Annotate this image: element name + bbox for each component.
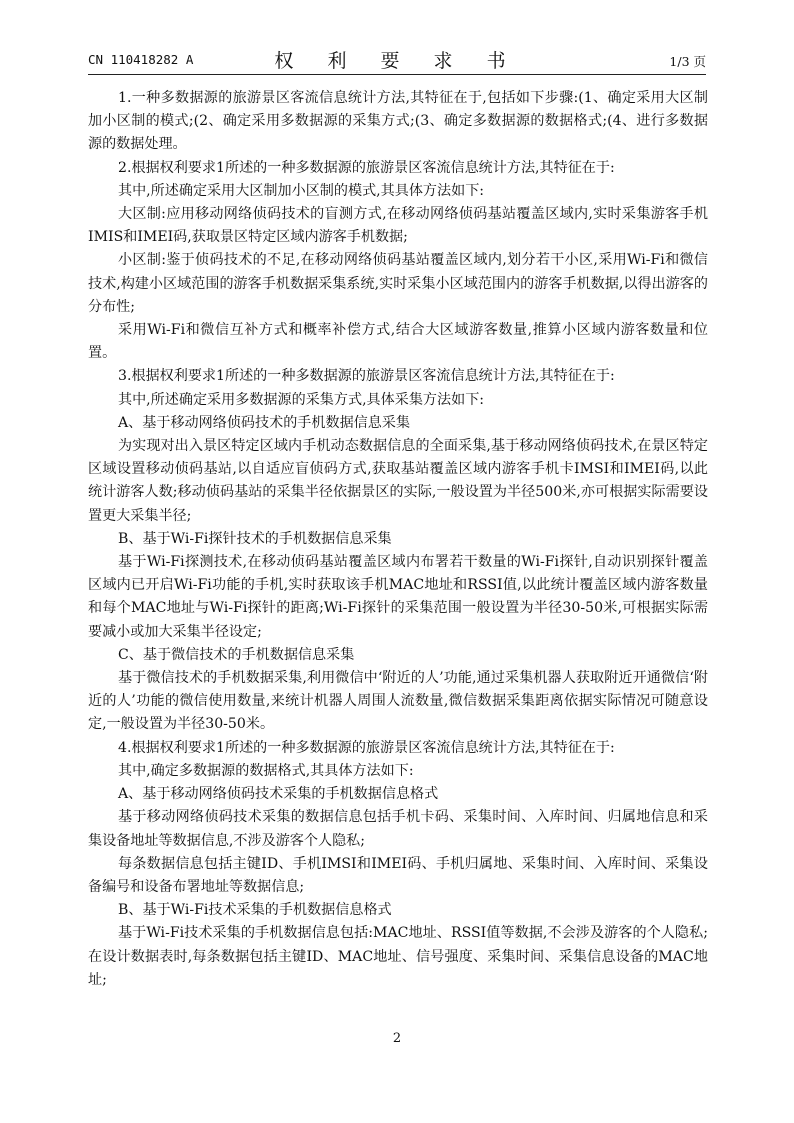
claim-paragraph: A、基于移动网络侦码技术的手机数据信息采集 — [118, 414, 411, 431]
claim-paragraph: 基于Wi-Fi探测技术,在移动侦码基站覆盖区域内布署若干数量的Wi-Fi探针,自动识别探针覆盖区域内已开启Wi-Fi功能的手机,实时获取该手机MAC地址和RSSI值,以此统计覆盖区域内游客数量和每个MAC地址与Wi-Fi探针的距离;Wi-Fi探针的采集范围一般设置为半径30-50米,可根据实际需要减小或加大采集半径设定; — [88, 554, 708, 640]
claim-paragraph: 采用Wi-Fi和微信互补方式和概率补偿方式,结合大区域游客数量,推算小区域内游客数量和位置。 — [88, 322, 708, 362]
claim-paragraph: 每条数据信息包括主键ID、手机IMSI和IMEI码、手机归属地、采集时间、入库时间、采集设备编号和设备布署地址等数据信息; — [88, 855, 708, 895]
document-number: CN 110418282 A — [88, 52, 194, 67]
claim-paragraph: 小区制:鉴于侦码技术的不足,在移动网络侦码基站覆盖区域内,划分若干小区,采用Wi-Fi和微信技术,构建小区域范围的游客手机数据采集系统,实时采集小区域范围内的游客手机数据,以得出游客的分布性; — [88, 252, 708, 315]
claim-paragraph: 其中,所述确定采用多数据源的采集方式,具体采集方法如下: — [118, 391, 485, 408]
page-header — [88, 46, 706, 70]
claim-paragraph: B、基于Wi-Fi技术采集的手机数据信息格式 — [118, 902, 392, 919]
document-title: 权 利 要 求 书 — [274, 50, 520, 72]
claim-paragraph: 基于Wi-Fi技术采集的手机数据信息包括:MAC地址、RSSI值等数据,不会涉及游客的个人隐私;在设计数据表时,每条数据包括主键ID、MAC地址、信号强度、采集时间、采集信息设备的MAC地址; — [88, 925, 708, 988]
page-number: 2 — [392, 1031, 402, 1046]
claim-paragraph: A、基于移动网络侦码技术采集的手机数据信息格式 — [118, 786, 439, 803]
claim-paragraph: C、基于微信技术的手机数据信息采集 — [118, 646, 355, 663]
claim-paragraph: 其中,确定多数据源的数据格式,其具体方法如下: — [118, 762, 414, 779]
claim-paragraph: B、基于Wi-Fi探针技术的手机数据信息采集 — [118, 530, 392, 547]
claim-paragraph: 4.根据权利要求1所述的一种多数据源的旅游景区客流信息统计方法,其特征在于: — [118, 739, 615, 756]
header-rule — [88, 74, 706, 75]
claim-paragraph: 基于移动网络侦码技术采集的数据信息包括手机卡码、采集时间、入库时间、归属地信息和采集设备地址等数据信息,不涉及游客个人隐私; — [88, 809, 708, 849]
page-indicator: 1/3 页 — [669, 54, 706, 69]
claim-paragraph: 3.根据权利要求1所述的一种多数据源的旅游景区客流信息统计方法,其特征在于: — [118, 368, 615, 385]
claim-paragraph: 为实现对出入景区特定区域内手机动态数据信息的全面采集,基于移动网络侦码技术,在景区特定区域设置移动侦码基站,以自适应盲侦码方式,获取基站覆盖区域内游客手机卡IMSI和IMEI码,以此统计游客人数;移动侦码基站的采集半径依据景区的实际,一般设置为半径500米,亦可根据实际需要设置更大采集半径; — [88, 438, 708, 524]
claim-paragraph: 其中,所述确定采用大区制加小区制的模式,其具体方法如下: — [118, 182, 485, 199]
claim-paragraph: 大区制:应用移动网络侦码技术的盲测方式,在移动网络侦码基站覆盖区域内,实时采集游客手机IMIS和IMEI码,获取景区特定区域内游客手机数据; — [88, 206, 708, 246]
claim-paragraph: 2.根据权利要求1所述的一种多数据源的旅游景区客流信息统计方法,其特征在于: — [118, 159, 615, 176]
claim-paragraph: 1.一种多数据源的旅游景区客流信息统计方法,其特征在于,包括如下步骤:(1、确定采用大区制加小区制的模式;(2、确定采用多数据源的采集方式;(3、确定多数据源的数据格式;(4、进行多数据源的数据处理。 — [88, 90, 708, 153]
claim-paragraph: 基于微信技术的手机数据采集,利用微信中‘附近的人’功能,通过采集机器人获取附近开通微信‘附近的人’功能的微信使用数量,来统计机器人周围人流数量,微信数据采集距离依据实际情况可随意设定,一般设置为半径30-50米。 — [88, 670, 708, 733]
claims-body — [88, 87, 708, 992]
